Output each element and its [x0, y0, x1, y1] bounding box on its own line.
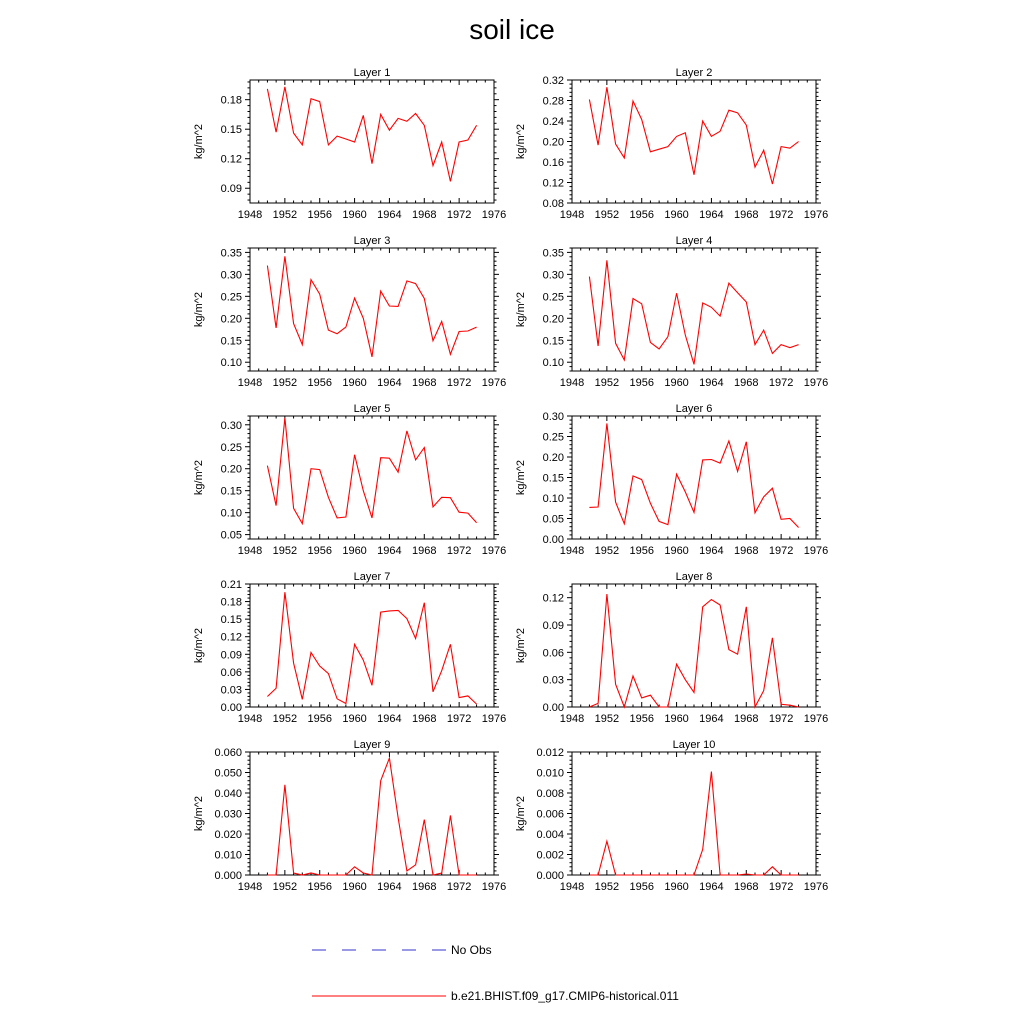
x-tick-label: 1952 — [594, 881, 620, 893]
x-tick-label: 1948 — [237, 713, 263, 725]
x-tick-label: 1968 — [734, 545, 759, 557]
x-tick-label: 1968 — [734, 713, 759, 725]
panel-title: Layer 2 — [675, 67, 713, 79]
x-tick-label: 1960 — [664, 713, 689, 725]
chart-panel-layer-1 — [193, 67, 506, 221]
panel-title: Layer 4 — [675, 235, 713, 247]
y-tick-label: 0.050 — [214, 767, 242, 780]
y-tick-label: 0.18 — [220, 596, 242, 609]
chart-title: soil ice — [469, 14, 555, 45]
y-axis-label: kg/m^2 — [193, 291, 205, 328]
x-tick-label: 1972 — [446, 377, 472, 389]
y-tick-label: 0.10 — [220, 357, 242, 370]
panel-title: Layer 8 — [675, 571, 713, 583]
y-tick-label: 0.20 — [542, 313, 564, 326]
y-tick-label: 0.30 — [220, 419, 242, 432]
y-tick-label: 0.10 — [542, 357, 564, 370]
chart-panel-layer-8 — [515, 571, 828, 725]
x-tick-label: 1964 — [377, 545, 402, 557]
x-tick-label: 1968 — [734, 209, 759, 221]
x-tick-label: 1968 — [412, 209, 437, 221]
x-tick-label: 1956 — [629, 881, 654, 893]
chart-panel-layer-6 — [515, 403, 828, 557]
series-line — [267, 758, 476, 875]
y-tick-label: 0.000 — [214, 870, 242, 882]
plot-frame — [572, 752, 816, 875]
x-tick-label: 1948 — [559, 545, 585, 557]
x-tick-label: 1960 — [664, 209, 689, 221]
y-tick-label: 0.040 — [214, 788, 242, 800]
y-tick-label: 0.15 — [220, 335, 242, 348]
x-tick-label: 1968 — [734, 881, 759, 893]
y-axis-label: kg/m^2 — [515, 123, 527, 160]
y-tick-label: 0.15 — [220, 614, 242, 627]
x-tick-label: 1948 — [237, 881, 263, 893]
x-tick-label: 1948 — [559, 713, 585, 725]
x-tick-label: 1972 — [768, 545, 794, 557]
y-axis-label: kg/m^2 — [515, 627, 527, 664]
chart-panel-layer-5 — [193, 403, 506, 557]
y-tick-label: 0.012 — [536, 747, 564, 759]
y-axis-label: kg/m^2 — [193, 123, 205, 160]
y-tick-label: 0.21 — [220, 579, 242, 591]
series-line — [267, 256, 476, 357]
x-tick-label: 1948 — [559, 881, 585, 893]
x-tick-label: 1972 — [768, 209, 794, 221]
y-tick-label: 0.10 — [220, 507, 242, 520]
y-axis-label: kg/m^2 — [515, 795, 527, 832]
x-tick-label: 1976 — [803, 713, 829, 725]
y-tick-label: 0.06 — [220, 666, 242, 679]
x-tick-label: 1976 — [481, 881, 507, 893]
x-tick-label: 1964 — [377, 713, 402, 725]
panel-title: Layer 7 — [353, 571, 391, 583]
y-tick-label: 0.25 — [542, 431, 564, 444]
x-tick-label: 1948 — [559, 377, 585, 389]
y-tick-label: 0.30 — [220, 269, 242, 282]
x-tick-label: 1952 — [594, 545, 620, 557]
y-tick-label: 0.12 — [220, 153, 242, 166]
y-tick-label: 0.006 — [536, 808, 564, 821]
x-tick-label: 1972 — [768, 713, 794, 725]
panel-title: Layer 5 — [353, 403, 391, 415]
y-axis-label: kg/m^2 — [193, 459, 205, 496]
x-tick-label: 1972 — [446, 713, 472, 725]
y-tick-label: 0.000 — [536, 870, 564, 882]
y-tick-label: 0.05 — [220, 529, 242, 542]
y-tick-label: 0.24 — [542, 116, 564, 128]
y-tick-label: 0.12 — [542, 177, 564, 190]
y-tick-label: 0.15 — [220, 485, 242, 498]
chart-panel-layer-2 — [515, 67, 828, 221]
x-tick-label: 1968 — [412, 377, 437, 389]
x-tick-label: 1972 — [446, 209, 472, 221]
chart-panel-layer-3 — [193, 235, 506, 389]
x-tick-label: 1960 — [664, 881, 689, 893]
y-tick-label: 0.09 — [220, 183, 242, 196]
series-line — [589, 87, 798, 184]
y-axis-label: kg/m^2 — [193, 627, 205, 664]
series-line — [589, 423, 798, 527]
x-tick-label: 1976 — [481, 377, 507, 389]
y-tick-label: 0.25 — [542, 291, 564, 304]
y-tick-label: 0.16 — [542, 157, 564, 169]
series-line — [267, 418, 476, 524]
panel-title: Layer 10 — [672, 739, 716, 751]
y-tick-label: 0.32 — [542, 75, 564, 87]
y-tick-label: 0.00 — [542, 702, 564, 714]
panel-title: Layer 3 — [353, 235, 391, 247]
y-tick-label: 0.15 — [542, 472, 564, 485]
x-tick-label: 1968 — [734, 377, 759, 389]
x-tick-label: 1976 — [803, 377, 829, 389]
x-tick-label: 1968 — [412, 881, 437, 893]
y-tick-label: 0.05 — [542, 513, 564, 526]
x-tick-label: 1956 — [307, 377, 332, 389]
chart-panel-layer-9 — [193, 739, 506, 893]
x-tick-label: 1976 — [481, 713, 507, 725]
x-tick-label: 1972 — [768, 881, 794, 893]
series-line — [267, 592, 476, 704]
y-tick-label: 0.15 — [220, 124, 242, 137]
y-tick-label: 0.12 — [542, 592, 564, 605]
x-tick-label: 1956 — [629, 713, 654, 725]
y-tick-label: 0.18 — [220, 94, 242, 107]
x-tick-label: 1956 — [629, 545, 654, 557]
chart-panel-layer-10 — [515, 739, 828, 893]
x-tick-label: 1964 — [699, 377, 724, 389]
x-tick-label: 1964 — [377, 881, 402, 893]
x-tick-label: 1960 — [342, 713, 367, 725]
panel-title: Layer 9 — [353, 739, 391, 751]
chart-panel-layer-7 — [193, 571, 506, 725]
y-tick-label: 0.15 — [542, 335, 564, 348]
y-tick-label: 0.30 — [542, 269, 564, 282]
y-tick-label: 0.010 — [214, 849, 242, 862]
legend-label-model: b.e21.BHIST.f09_g17.CMIP6-historical.011 — [451, 989, 679, 1003]
x-tick-label: 1964 — [377, 209, 402, 221]
x-tick-label: 1956 — [629, 209, 654, 221]
y-tick-label: 0.20 — [220, 463, 242, 476]
plot-frame — [572, 248, 816, 371]
x-tick-label: 1976 — [803, 209, 829, 221]
x-tick-label: 1956 — [629, 377, 654, 389]
x-tick-label: 1972 — [446, 881, 472, 893]
y-axis-label: kg/m^2 — [515, 459, 527, 496]
x-tick-label: 1956 — [307, 881, 332, 893]
x-tick-label: 1960 — [664, 377, 689, 389]
x-tick-label: 1968 — [412, 545, 437, 557]
y-tick-label: 0.03 — [542, 674, 564, 687]
y-tick-label: 0.00 — [220, 702, 242, 714]
y-tick-label: 0.20 — [542, 136, 564, 149]
series-line — [267, 87, 476, 181]
y-tick-label: 0.00 — [542, 534, 564, 546]
x-tick-label: 1976 — [803, 545, 829, 557]
x-tick-label: 1960 — [342, 377, 367, 389]
y-tick-label: 0.30 — [542, 411, 564, 423]
x-tick-label: 1964 — [699, 209, 724, 221]
panel-title: Layer 6 — [675, 403, 713, 415]
x-tick-label: 1952 — [272, 545, 298, 557]
y-tick-label: 0.002 — [536, 849, 564, 862]
legend — [312, 943, 679, 1003]
series-line — [589, 260, 798, 364]
y-tick-label: 0.060 — [214, 747, 242, 759]
x-tick-label: 1948 — [559, 209, 585, 221]
x-tick-label: 1956 — [307, 713, 332, 725]
y-tick-label: 0.20 — [542, 452, 564, 464]
x-tick-label: 1960 — [342, 545, 367, 557]
x-tick-label: 1948 — [237, 377, 263, 389]
y-axis-label: kg/m^2 — [515, 291, 527, 328]
y-tick-label: 0.35 — [220, 247, 242, 260]
x-tick-label: 1952 — [272, 377, 298, 389]
y-tick-label: 0.030 — [214, 808, 242, 821]
x-tick-label: 1960 — [664, 545, 689, 557]
x-tick-label: 1976 — [481, 209, 507, 221]
x-tick-label: 1964 — [699, 545, 724, 557]
legend-label-no-obs: No Obs — [451, 943, 492, 957]
y-tick-label: 0.08 — [542, 198, 564, 210]
y-tick-label: 0.004 — [536, 829, 564, 841]
x-tick-label: 1952 — [594, 377, 620, 389]
x-tick-label: 1956 — [307, 209, 332, 221]
x-tick-label: 1952 — [594, 209, 620, 221]
x-tick-label: 1952 — [272, 209, 298, 221]
y-tick-label: 0.25 — [220, 441, 242, 454]
y-tick-label: 0.10 — [542, 493, 564, 505]
x-tick-label: 1956 — [307, 545, 332, 557]
x-tick-label: 1964 — [699, 881, 724, 893]
y-tick-label: 0.008 — [536, 788, 564, 800]
y-tick-label: 0.35 — [542, 247, 564, 260]
x-tick-label: 1972 — [768, 377, 794, 389]
plot-frame — [250, 752, 494, 875]
x-tick-label: 1952 — [272, 713, 298, 725]
y-tick-label: 0.03 — [220, 684, 242, 697]
y-tick-label: 0.28 — [542, 95, 564, 108]
panel-title: Layer 1 — [353, 67, 391, 79]
x-tick-label: 1948 — [237, 545, 263, 557]
x-tick-label: 1960 — [342, 209, 367, 221]
x-tick-label: 1952 — [272, 881, 298, 893]
x-tick-label: 1976 — [803, 881, 829, 893]
y-tick-label: 0.06 — [542, 647, 564, 660]
y-tick-label: 0.12 — [220, 631, 242, 644]
series-line — [589, 772, 798, 876]
x-tick-label: 1960 — [342, 881, 367, 893]
chart-panel-layer-4 — [515, 235, 828, 389]
y-tick-label: 0.010 — [536, 767, 564, 780]
x-tick-label: 1976 — [481, 545, 507, 557]
y-tick-label: 0.09 — [542, 620, 564, 632]
x-tick-label: 1952 — [594, 713, 620, 725]
x-tick-label: 1972 — [446, 545, 472, 557]
y-axis-label: kg/m^2 — [193, 795, 205, 832]
x-tick-label: 1964 — [377, 377, 402, 389]
x-tick-label: 1964 — [699, 713, 724, 725]
x-tick-label: 1948 — [237, 209, 263, 221]
series-line — [589, 594, 798, 707]
y-tick-label: 0.020 — [214, 829, 242, 841]
x-tick-label: 1968 — [412, 713, 437, 725]
y-tick-label: 0.25 — [220, 291, 242, 304]
y-tick-label: 0.09 — [220, 649, 242, 662]
y-tick-label: 0.20 — [220, 313, 242, 326]
